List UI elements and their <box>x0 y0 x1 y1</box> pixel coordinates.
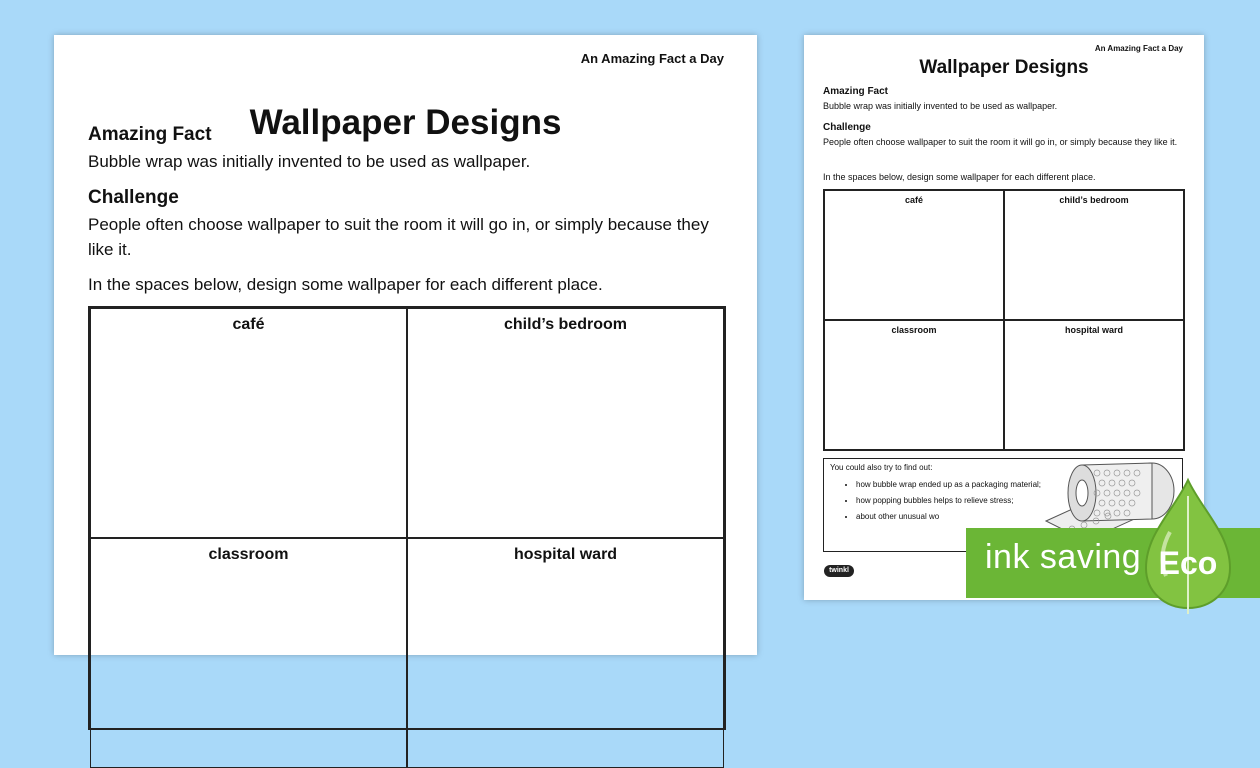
eco-drop-label: Eco <box>1158 545 1218 581</box>
page-title: Wallpaper Designs <box>919 57 1089 78</box>
grid-cell-childs-bedroom: child’s bedroom <box>407 308 724 538</box>
grid-cell-cafe: café <box>824 190 1004 320</box>
twinkl-logo: twinkl <box>824 565 854 577</box>
page-title: Wallpaper Designs <box>249 103 562 142</box>
fact-text: Bubble wrap was initially invented to be used as wallpaper. <box>823 101 1058 111</box>
design-grid <box>823 189 1185 451</box>
worksheet-large <box>54 35 757 655</box>
grid-cell-cafe: café <box>90 308 407 538</box>
grid-cell-classroom: classroom <box>90 538 407 768</box>
grid-cell-childs-bedroom: child’s bedroom <box>1004 190 1184 320</box>
grid-cell-classroom: classroom <box>824 320 1004 450</box>
fact-heading: Amazing Fact <box>823 86 889 97</box>
list-item: • how bubble wrap ended up as a packaging material; <box>856 479 1066 490</box>
instruction-text: In the spaces below, design some wallpaper for each different place. <box>823 172 1096 182</box>
challenge-heading: Challenge <box>823 122 871 133</box>
challenge-text: People often choose wallpaper to suit the room it will go in, or simply because they like it. <box>823 137 1178 147</box>
challenge-text: People often choose wallpaper to suit the room it will go in, or simply because they like it. <box>88 215 709 259</box>
list-item: • about other unusual wo <box>856 511 1066 522</box>
design-grid <box>88 306 726 730</box>
grid-cell-hospital-ward: hospital ward <box>1004 320 1184 450</box>
instruction-text: In the spaces below, design some wallpaper for each different place. <box>88 275 603 294</box>
series-tag: An Amazing Fact a Day <box>580 51 724 66</box>
challenge-heading: Challenge <box>88 187 179 208</box>
eco-drop-icon <box>1140 476 1236 616</box>
find-out-list <box>828 479 1066 527</box>
grid-cell-hospital-ward: hospital ward <box>407 538 724 768</box>
ink-saving-label: ink saving <box>985 538 1142 576</box>
list-item: • how popping bubbles helps to relieve stress; <box>856 495 1066 506</box>
fact-text: Bubble wrap was initially invented to be used as wallpaper. <box>88 152 531 171</box>
series-tag: An Amazing Fact a Day <box>1094 44 1183 53</box>
find-out-lead: You could also try to find out: <box>830 463 933 472</box>
fact-heading: Amazing Fact <box>88 124 212 145</box>
